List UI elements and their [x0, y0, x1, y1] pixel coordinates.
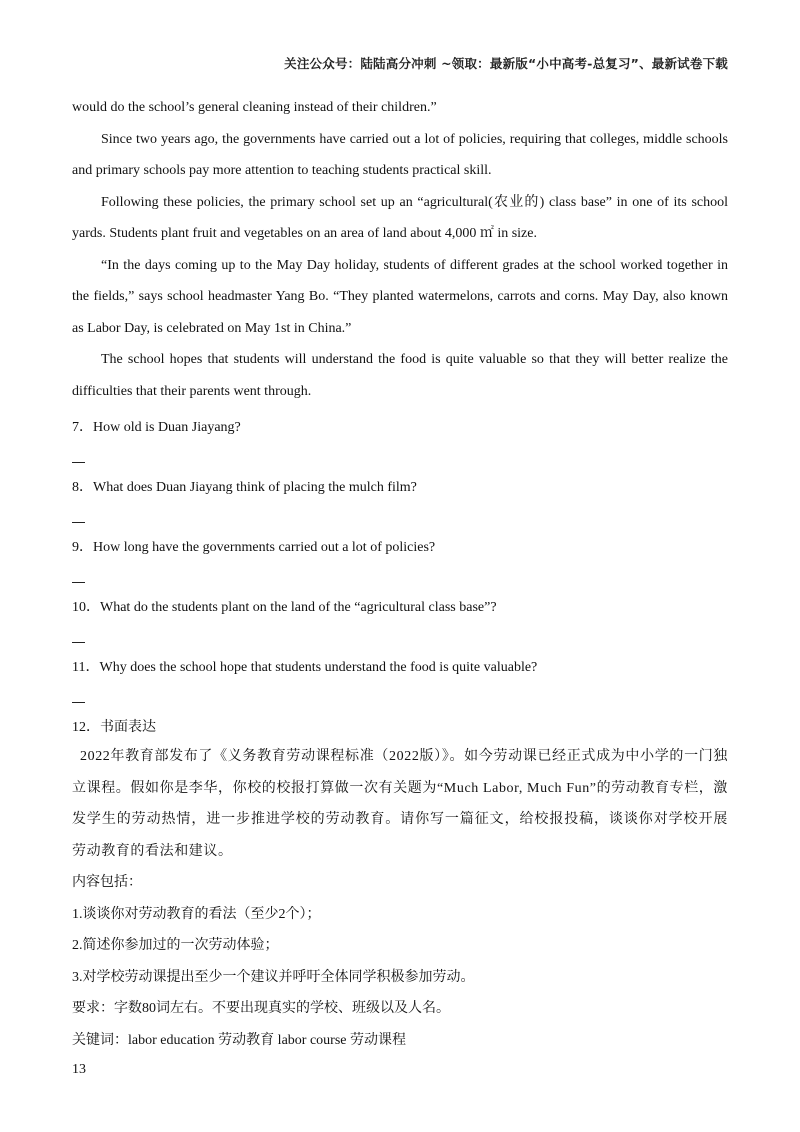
writing-prompt: 2022年教育部发布了《义务教育劳动课程标准（2022版）》。如今劳动课已经正式成为中小学的一门独立课程。假如你是李华，你校的校报打算做一次有关题为“Much Labor, Much Fun”的劳动教育专栏，激发学生的劳动热情，进一步推进学校的劳动教育。请你写一篇征文，给校报投稿，谈谈你对学校开展劳动教育的看法和建议。: [72, 749, 729, 859]
question-11: 11．Why does the school hope that students understand the food is quite valuable?: [72, 660, 538, 675]
passage-paragraph: Since two years ago, the governments have carried out a lot of policies, requiring that colleges, middle schools and primary schools pay more attention to teaching students practical skill.: [72, 131, 728, 178]
answer-blank[interactable]: [72, 694, 728, 712]
answer-blank[interactable]: [72, 454, 728, 472]
content-item: 3.对学校劳动课提出至少一个建议并呼吁全体同学积极参加劳动。: [72, 969, 475, 985]
content-item: 1.谈谈你对劳动教育的看法（至少2个）；: [72, 906, 321, 922]
answer-blank[interactable]: [72, 514, 728, 532]
question-9: 9．How long have the governments carried out a lot of policies?: [72, 540, 436, 555]
page-header: 关注公众号：陆陆高分冲刺 ~领取：最新版“小中高考-总复习”、最新试卷下载: [284, 56, 728, 71]
writing-title: 12．书面表达: [72, 720, 156, 735]
passage-paragraph: Following these policies, the primary school set up an “agricultural(农业的) class base” in one of its school yards. Students plant fruit and vegetables on an area of land about 4,000 ㎡ in size.: [72, 194, 728, 241]
passage-paragraph: “In the days coming up to the May Day holiday, students of different grades at the school worked together in the fields,” says school headmaster Yang Bo. “They planted watermelons, carrots and corns. May Day, also known as Labor Day, is celebrated on May 1st in China.”: [72, 257, 728, 336]
content-label: 内容包括：: [72, 875, 142, 890]
document-body: [72, 92, 728, 1056]
requirements: 要求：字数80词左右。不要出现真实的学校、班级以及人名。: [72, 1001, 450, 1016]
question-10: 10．What do the students plant on the land of the “agricultural class base”?: [72, 600, 497, 615]
passage-paragraph: would do the school’s general cleaning instead of their children.”: [72, 100, 437, 115]
answer-blank[interactable]: [72, 574, 728, 592]
page-number: 13: [72, 1062, 86, 1077]
passage-paragraph: The school hopes that students will understand the food is quite valuable so that they will better realize the difficulties that their parents went through.: [72, 352, 728, 399]
question-7: 7．How old is Duan Jiayang?: [72, 420, 241, 435]
question-8: 8．What does Duan Jiayang think of placing the mulch film?: [72, 480, 417, 495]
content-item: 2.简述你参加过的一次劳动体验；: [72, 938, 279, 953]
keywords: 关键词：labor education 劳动教育 labor course 劳动课程: [72, 1032, 406, 1048]
answer-blank[interactable]: [72, 634, 728, 652]
